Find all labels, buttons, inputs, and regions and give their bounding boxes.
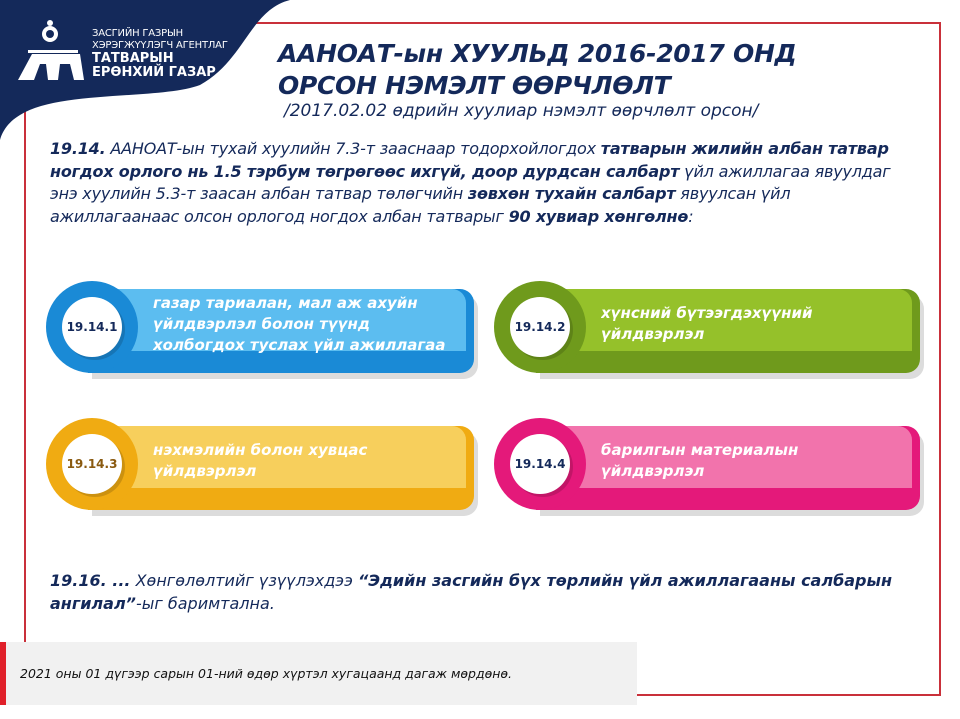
- card-line: хүнсний бүтээгдэхүүний: [601, 304, 813, 322]
- validity-note: [0, 642, 637, 705]
- card-number: 19.14.1: [62, 297, 122, 357]
- card-line: холбогдох туслах үйл ажиллагаа: [153, 336, 446, 354]
- note-accent-bar: [0, 642, 6, 705]
- card-number: 19.14.3: [62, 434, 122, 494]
- card-line: үйлдвэрлэл: [153, 462, 257, 480]
- agency-line: ЕРӨНХИЙ ГАЗАР: [92, 65, 216, 80]
- card-text: [153, 440, 464, 482]
- page-subtitle: /2017.02.02 өдрийн хуулиар нэмэлт өөрчлөлт орсон/: [284, 101, 759, 121]
- text: -ыг баримтална.: [135, 593, 275, 613]
- text: Хөнгөлөлтийг үзүүлэхдээ: [130, 571, 358, 590]
- sector-card: [486, 281, 920, 381]
- card-line: нэхмэлийн болон хувцас: [153, 441, 368, 459]
- card-text: [153, 293, 464, 356]
- page-title: [278, 38, 797, 102]
- sector-card: [38, 418, 474, 518]
- bold-text: татварын жилийн албан татвар ногдох орлого нь 1.5 тэрбум төгрөгөөс ихгүй, доор дурдсан салбарт: [50, 139, 889, 181]
- agency-name: [92, 28, 228, 80]
- title-line: ОРСОН НЭМЭЛТ ӨӨРЧЛӨЛТ: [278, 71, 671, 100]
- frame-border-right: [939, 22, 941, 696]
- sector-card: [486, 418, 920, 518]
- card-text: [601, 303, 910, 345]
- card-line: газар тариалан, мал аж ахуйн: [153, 294, 418, 312]
- bold-text: 90 хувиар хөнгөлнө: [508, 206, 689, 226]
- card-line: барилгын материалын: [601, 441, 799, 459]
- text: ААНОАТ-ын тухай хуулийн 7.3-т зааснаар тодорхойлогдох: [105, 139, 601, 158]
- text: явуулсан үйл ажиллагаанаас олсон орлогод ногдох албан татварыг: [50, 184, 791, 226]
- frame-border-bottom: [637, 694, 941, 696]
- agency-line: ХЭРЭГЖҮҮЛЭГЧ АГЕНТЛАГ: [92, 40, 228, 51]
- text: :: [688, 206, 694, 226]
- mta-logo: [14, 20, 86, 82]
- note-text: 2021 оны 01 дүгээр сарын 01-ний өдөр хүртэл хугацаанд дагаж мөрдөнө.: [20, 666, 513, 681]
- card-number: 19.14.4: [510, 434, 570, 494]
- article-number: 19.14.: [50, 139, 106, 158]
- text: үйл ажиллагаа явуулдаг энэ хуулийн 5.3-т заасан албан татвар төлөгчийн: [50, 161, 891, 203]
- bold-text: “Эдийн засгийн бүх төрлийн үйл ажиллагааны салбарын ангилал”: [50, 571, 893, 613]
- card-line: үйлдвэрлэл болон түүнд: [153, 315, 370, 333]
- agency-line: ЗАСГИЙН ГАЗРЫН: [92, 28, 183, 39]
- article-19-16: [50, 570, 910, 615]
- bold-text: зөвхөн тухайн салбарт: [467, 184, 676, 203]
- sector-card: [38, 281, 474, 381]
- agency-line: ТАТВАРЫН: [92, 51, 174, 66]
- card-text: [601, 440, 910, 482]
- title-line: ААНОАТ-ын ХУУЛЬД 2016-2017 ОНД: [278, 39, 797, 68]
- card-number: 19.14.2: [510, 297, 570, 357]
- frame-border-left: [24, 100, 26, 642]
- card-line: үйлдвэрлэл: [601, 462, 705, 480]
- card-line: үйлдвэрлэл: [601, 325, 705, 343]
- article-number: 19.16. ...: [50, 571, 131, 590]
- article-19-14: [50, 138, 920, 228]
- frame-border-top: [255, 22, 941, 24]
